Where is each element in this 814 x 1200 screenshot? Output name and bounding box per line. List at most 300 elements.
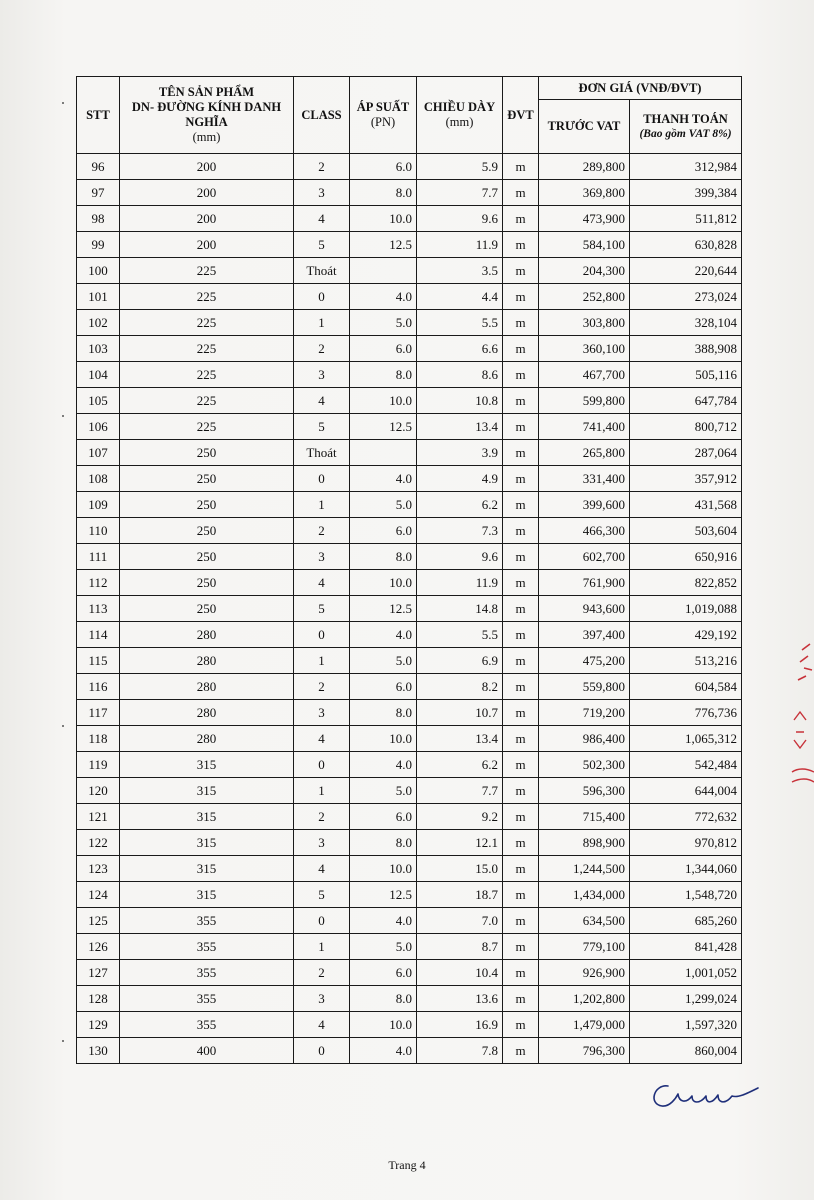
cell-uom: m [503,674,539,700]
cell-pressure: 12.5 [350,596,417,622]
cell-price-payment: 604,584 [630,674,742,700]
cell-uom: m [503,180,539,206]
cell-uom: m [503,414,539,440]
col-header-product [120,77,294,154]
cell-class: 0 [294,752,350,778]
cell-diameter: 315 [120,778,294,804]
cell-class: 0 [294,622,350,648]
cell-uom: m [503,908,539,934]
cell-stt: 109 [77,492,120,518]
col-header-payment [630,100,742,154]
table-row [77,674,742,700]
cell-diameter: 355 [120,908,294,934]
cell-pressure: 8.0 [350,362,417,388]
cell-price-before-vat: 204,300 [539,258,630,284]
cell-price-payment: 630,828 [630,232,742,258]
cell-diameter: 225 [120,310,294,336]
cell-diameter: 250 [120,596,294,622]
cell-uom: m [503,232,539,258]
cell-class: Thoát [294,258,350,284]
cell-pressure: 6.0 [350,804,417,830]
cell-class: 3 [294,362,350,388]
cell-price-payment: 800,712 [630,414,742,440]
cell-diameter: 280 [120,648,294,674]
cell-uom: m [503,960,539,986]
cell-price-before-vat: 1,244,500 [539,856,630,882]
col-header-uom: ĐVT [503,77,539,154]
cell-pressure [350,440,417,466]
cell-stt: 114 [77,622,120,648]
cell-stt: 122 [77,830,120,856]
table-row [77,856,742,882]
cell-class: 2 [294,674,350,700]
cell-pressure: 8.0 [350,700,417,726]
cell-diameter: 200 [120,206,294,232]
cell-price-before-vat: 1,434,000 [539,882,630,908]
cell-thickness: 13.4 [417,726,503,752]
cell-thickness: 7.8 [417,1038,503,1064]
cell-stt: 118 [77,726,120,752]
cell-thickness: 9.6 [417,206,503,232]
cell-diameter: 355 [120,986,294,1012]
cell-uom: m [503,700,539,726]
cell-thickness: 8.2 [417,674,503,700]
cell-thickness: 15.0 [417,856,503,882]
cell-price-payment: 399,384 [630,180,742,206]
cell-diameter: 225 [120,362,294,388]
cell-uom: m [503,648,539,674]
cell-stt: 119 [77,752,120,778]
cell-pressure: 5.0 [350,310,417,336]
cell-price-payment: 970,812 [630,830,742,856]
cell-price-before-vat: 898,900 [539,830,630,856]
header-row-top [77,77,742,100]
scan-speck [62,415,64,417]
cell-pressure: 10.0 [350,570,417,596]
table-row [77,960,742,986]
cell-uom: m [503,804,539,830]
col-header-price-group: ĐƠN GIÁ (VNĐ/ĐVT) [539,77,742,100]
cell-price-payment: 273,024 [630,284,742,310]
cell-price-payment: 1,299,024 [630,986,742,1012]
cell-pressure: 5.0 [350,934,417,960]
table-row [77,570,742,596]
page-number: Trang 4 [388,1158,426,1172]
cell-thickness: 6.9 [417,648,503,674]
cell-stt: 129 [77,1012,120,1038]
cell-price-payment: 772,632 [630,804,742,830]
cell-class: 3 [294,700,350,726]
cell-class: 2 [294,518,350,544]
cell-uom: m [503,388,539,414]
cell-price-payment: 220,644 [630,258,742,284]
cell-class: Thoát [294,440,350,466]
cell-thickness: 10.7 [417,700,503,726]
cell-stt: 128 [77,986,120,1012]
table-row [77,1012,742,1038]
cell-uom: m [503,1038,539,1064]
cell-class: 3 [294,544,350,570]
cell-pressure: 10.0 [350,726,417,752]
cell-price-before-vat: 741,400 [539,414,630,440]
cell-diameter: 250 [120,492,294,518]
cell-price-payment: 1,597,320 [630,1012,742,1038]
cell-thickness: 13.4 [417,414,503,440]
cell-thickness: 5.5 [417,622,503,648]
cell-stt: 101 [77,284,120,310]
col-header-pressure [350,77,417,154]
cell-stt: 103 [77,336,120,362]
cell-class: 5 [294,882,350,908]
cell-pressure: 8.0 [350,830,417,856]
cell-pressure: 8.0 [350,986,417,1012]
cell-class: 5 [294,596,350,622]
cell-uom: m [503,596,539,622]
cell-price-payment: 357,912 [630,466,742,492]
cell-thickness: 13.6 [417,986,503,1012]
cell-price-payment: 542,484 [630,752,742,778]
cell-price-before-vat: 289,800 [539,154,630,180]
table-row [77,414,742,440]
table-row [77,440,742,466]
cell-thickness: 6.2 [417,752,503,778]
cell-uom: m [503,492,539,518]
col-header-thickness [417,77,503,154]
cell-diameter: 355 [120,960,294,986]
cell-stt: 115 [77,648,120,674]
cell-class: 0 [294,466,350,492]
cell-uom: m [503,778,539,804]
cell-pressure: 8.0 [350,180,417,206]
cell-diameter: 400 [120,1038,294,1064]
col-header-class: CLASS [294,77,350,154]
table-row [77,882,742,908]
cell-stt: 102 [77,310,120,336]
cell-stt: 124 [77,882,120,908]
cell-thickness: 11.9 [417,570,503,596]
col-header-stt: STT [77,77,120,154]
cell-diameter: 250 [120,518,294,544]
thickness-header-unit: (mm) [445,115,474,129]
cell-diameter: 225 [120,388,294,414]
signature-mark [646,1074,766,1120]
cell-diameter: 250 [120,544,294,570]
cell-class: 2 [294,960,350,986]
cell-pressure: 8.0 [350,544,417,570]
cell-uom: m [503,544,539,570]
cell-class: 1 [294,648,350,674]
cell-stt: 108 [77,466,120,492]
table-row [77,700,742,726]
cell-thickness: 11.9 [417,232,503,258]
cell-price-payment: 312,984 [630,154,742,180]
cell-diameter: 250 [120,440,294,466]
cell-uom: m [503,154,539,180]
cell-stt: 96 [77,154,120,180]
cell-pressure: 12.5 [350,232,417,258]
scan-speck [62,725,64,727]
cell-pressure: 6.0 [350,960,417,986]
cell-thickness: 6.2 [417,492,503,518]
table-row [77,284,742,310]
cell-price-payment: 503,604 [630,518,742,544]
cell-price-before-vat: 715,400 [539,804,630,830]
cell-diameter: 250 [120,570,294,596]
cell-diameter: 355 [120,934,294,960]
cell-class: 1 [294,934,350,960]
cell-uom: m [503,336,539,362]
cell-stt: 98 [77,206,120,232]
cell-stt: 104 [77,362,120,388]
cell-thickness: 9.6 [417,544,503,570]
cell-price-before-vat: 761,900 [539,570,630,596]
cell-pressure: 4.0 [350,1038,417,1064]
cell-class: 4 [294,206,350,232]
cell-thickness: 3.9 [417,440,503,466]
cell-stt: 107 [77,440,120,466]
cell-thickness: 10.8 [417,388,503,414]
table-row [77,258,742,284]
cell-diameter: 315 [120,752,294,778]
cell-thickness: 12.1 [417,830,503,856]
cell-class: 3 [294,986,350,1012]
cell-thickness: 5.9 [417,154,503,180]
cell-stt: 130 [77,1038,120,1064]
cell-diameter: 315 [120,856,294,882]
cell-price-before-vat: 584,100 [539,232,630,258]
cell-pressure: 10.0 [350,1012,417,1038]
thickness-header-label: CHIỀU DÀY [423,100,496,114]
cell-price-before-vat: 475,200 [539,648,630,674]
cell-thickness: 9.2 [417,804,503,830]
cell-diameter: 280 [120,726,294,752]
cell-price-before-vat: 634,500 [539,908,630,934]
cell-pressure: 6.0 [350,336,417,362]
cell-pressure: 5.0 [350,648,417,674]
table-row [77,622,742,648]
cell-diameter: 225 [120,336,294,362]
cell-diameter: 225 [120,284,294,310]
table-row [77,752,742,778]
cell-pressure: 5.0 [350,492,417,518]
cell-diameter: 200 [120,232,294,258]
cell-pressure: 10.0 [350,206,417,232]
cell-uom: m [503,206,539,232]
cell-class: 3 [294,830,350,856]
cell-pressure [350,258,417,284]
cell-price-before-vat: 466,300 [539,518,630,544]
col-header-before-vat: TRƯỚC VAT [539,100,630,154]
cell-class: 0 [294,284,350,310]
cell-thickness: 3.5 [417,258,503,284]
cell-price-before-vat: 926,900 [539,960,630,986]
cell-price-payment: 505,116 [630,362,742,388]
cell-stt: 117 [77,700,120,726]
cell-price-payment: 388,908 [630,336,742,362]
cell-uom: m [503,570,539,596]
table-row [77,232,742,258]
cell-uom: m [503,518,539,544]
cell-price-before-vat: 502,300 [539,752,630,778]
cell-uom: m [503,934,539,960]
cell-price-before-vat: 986,400 [539,726,630,752]
cell-class: 4 [294,726,350,752]
cell-price-before-vat: 599,800 [539,388,630,414]
scan-speck [62,102,64,104]
cell-diameter: 315 [120,882,294,908]
product-header-line1: TÊN SẢN PHẨM [158,85,255,99]
cell-diameter: 280 [120,674,294,700]
table-row [77,778,742,804]
cell-uom: m [503,830,539,856]
cell-pressure: 12.5 [350,414,417,440]
cell-price-payment: 511,812 [630,206,742,232]
table-row [77,180,742,206]
cell-thickness: 10.4 [417,960,503,986]
product-header-line2: DN- ĐƯỜNG KÍNH DANH NGHĨA [131,100,282,129]
cell-uom: m [503,882,539,908]
cell-price-payment: 650,916 [630,544,742,570]
cell-price-before-vat: 473,900 [539,206,630,232]
cell-pressure: 4.0 [350,284,417,310]
cell-price-before-vat: 303,800 [539,310,630,336]
cell-pressure: 10.0 [350,388,417,414]
cell-diameter: 315 [120,804,294,830]
cell-pressure: 5.0 [350,778,417,804]
cell-price-payment: 647,784 [630,388,742,414]
cell-uom: m [503,258,539,284]
cell-stt: 121 [77,804,120,830]
cell-pressure: 4.0 [350,752,417,778]
scan-speck [62,1040,64,1042]
cell-stt: 127 [77,960,120,986]
cell-price-payment: 429,192 [630,622,742,648]
cell-stt: 111 [77,544,120,570]
cell-class: 2 [294,804,350,830]
table-row [77,596,742,622]
cell-class: 4 [294,388,350,414]
cell-diameter: 315 [120,830,294,856]
cell-price-payment: 328,104 [630,310,742,336]
payment-header-note: (Bao gồm VAT 8%) [639,128,732,140]
cell-thickness: 18.7 [417,882,503,908]
cell-stt: 116 [77,674,120,700]
cell-price-before-vat: 331,400 [539,466,630,492]
cell-uom: m [503,752,539,778]
table-row [77,830,742,856]
cell-class: 4 [294,1012,350,1038]
cell-class: 0 [294,1038,350,1064]
table-row [77,518,742,544]
cell-thickness: 4.9 [417,466,503,492]
pressure-header-label: ÁP SUẤT [356,100,410,114]
cell-price-before-vat: 719,200 [539,700,630,726]
cell-price-before-vat: 252,800 [539,284,630,310]
cell-uom: m [503,986,539,1012]
cell-thickness: 16.9 [417,1012,503,1038]
cell-price-before-vat: 360,100 [539,336,630,362]
table-row [77,388,742,414]
table-row [77,492,742,518]
payment-header-label: THANH TOÁN [643,112,728,126]
cell-price-before-vat: 943,600 [539,596,630,622]
cell-price-payment: 685,260 [630,908,742,934]
cell-stt: 113 [77,596,120,622]
cell-uom: m [503,856,539,882]
table-row [77,466,742,492]
table-row [77,362,742,388]
cell-uom: m [503,440,539,466]
cell-price-before-vat: 369,800 [539,180,630,206]
cell-price-payment: 1,001,052 [630,960,742,986]
cell-uom: m [503,726,539,752]
table-row [77,206,742,232]
cell-diameter: 250 [120,466,294,492]
cell-stt: 105 [77,388,120,414]
cell-class: 5 [294,232,350,258]
red-stamp-fragment [788,640,814,790]
table-row [77,934,742,960]
cell-price-payment: 1,548,720 [630,882,742,908]
cell-price-payment: 822,852 [630,570,742,596]
cell-thickness: 7.7 [417,180,503,206]
cell-price-before-vat: 596,300 [539,778,630,804]
cell-price-before-vat: 796,300 [539,1038,630,1064]
table-row [77,310,742,336]
cell-pressure: 6.0 [350,674,417,700]
table-row [77,154,742,180]
cell-thickness: 5.5 [417,310,503,336]
cell-price-payment: 1,065,312 [630,726,742,752]
cell-diameter: 355 [120,1012,294,1038]
table-row [77,804,742,830]
cell-price-before-vat: 467,700 [539,362,630,388]
cell-price-payment: 1,019,088 [630,596,742,622]
cell-thickness: 14.8 [417,596,503,622]
cell-class: 2 [294,336,350,362]
cell-class: 2 [294,154,350,180]
cell-stt: 126 [77,934,120,960]
cell-class: 4 [294,856,350,882]
cell-pressure: 4.0 [350,466,417,492]
cell-diameter: 225 [120,258,294,284]
cell-price-before-vat: 602,700 [539,544,630,570]
cell-uom: m [503,362,539,388]
cell-price-payment: 644,004 [630,778,742,804]
table-row [77,1038,742,1064]
cell-pressure: 6.0 [350,154,417,180]
cell-price-before-vat: 1,202,800 [539,986,630,1012]
cell-class: 1 [294,492,350,518]
cell-uom: m [503,1012,539,1038]
table-row [77,336,742,362]
cell-uom: m [503,466,539,492]
table-row [77,648,742,674]
cell-diameter: 200 [120,154,294,180]
cell-price-before-vat: 559,800 [539,674,630,700]
cell-class: 5 [294,414,350,440]
cell-stt: 112 [77,570,120,596]
cell-diameter: 225 [120,414,294,440]
cell-thickness: 6.6 [417,336,503,362]
cell-price-payment: 287,064 [630,440,742,466]
cell-price-payment: 776,736 [630,700,742,726]
cell-class: 3 [294,180,350,206]
cell-price-payment: 860,004 [630,1038,742,1064]
cell-class: 0 [294,908,350,934]
cell-price-before-vat: 779,100 [539,934,630,960]
cell-stt: 123 [77,856,120,882]
